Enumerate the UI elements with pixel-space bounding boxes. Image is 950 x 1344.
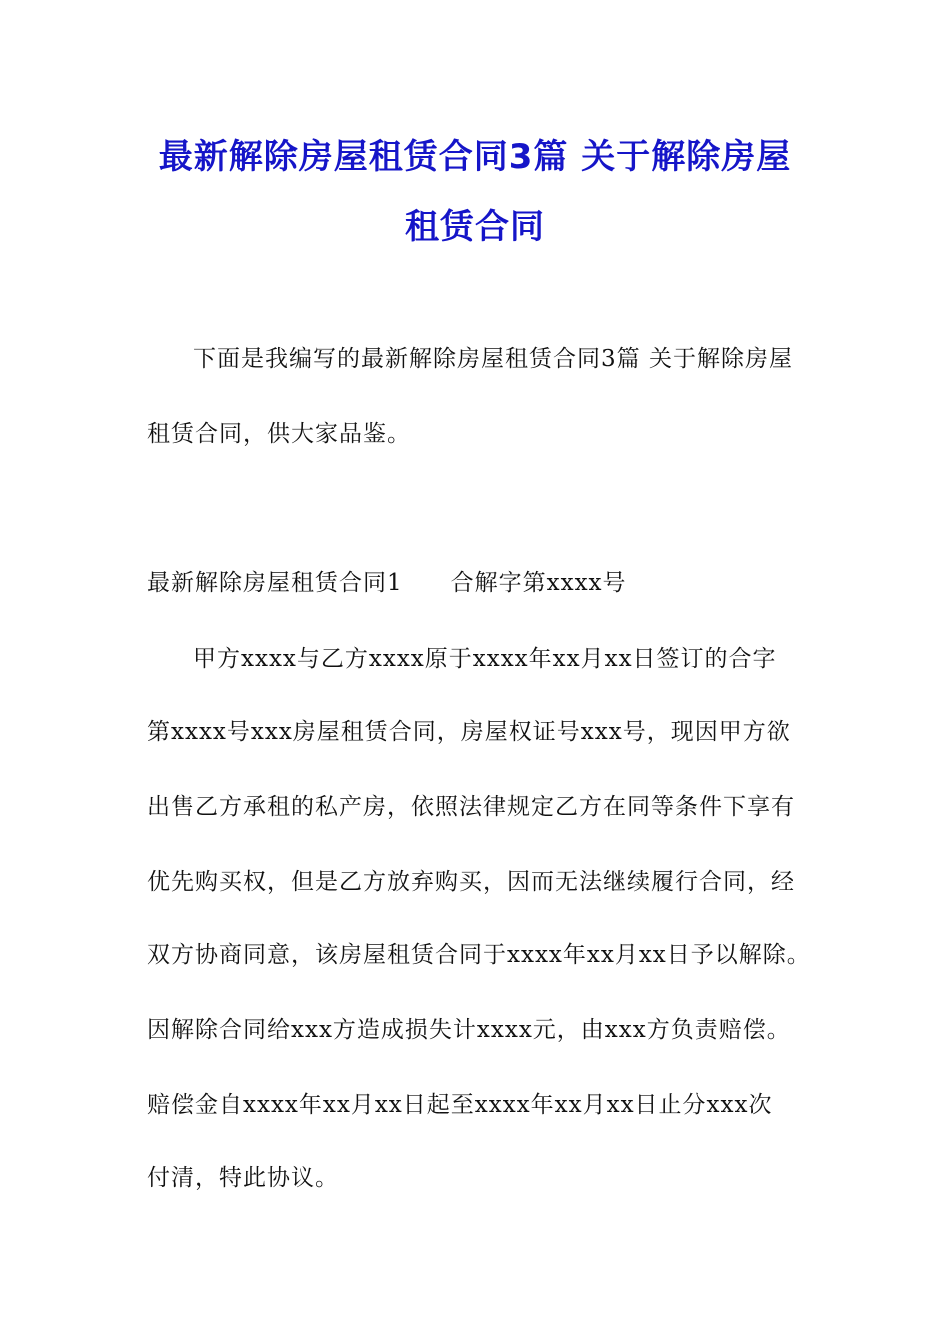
body-line-7: 赔偿金自xxxx年xx月xx日起至xxxx年xx月xx日止分xxx次 (147, 1092, 773, 1118)
intro-paragraph-line-2: 租赁合同，供大家品鉴。 (147, 421, 411, 447)
body-line-6: 因解除合同给xxx方造成损失计xxxx元，由xxx方负责赔偿。 (147, 1017, 791, 1043)
intro-paragraph-line-1: 下面是我编写的最新解除房屋租赁合同3篇 关于解除房屋 (193, 346, 793, 372)
section-heading-row (147, 567, 627, 599)
document-title-line-2: 租赁合同 (405, 207, 545, 247)
body-line-5: 双方协商同意，该房屋租赁合同于xxxx年xx月xx日予以解除。 (147, 942, 811, 968)
body-line-2: 第xxxx号xxx房屋租赁合同，房屋权证号xxx号，现因甲方欲 (147, 719, 791, 745)
body-line-4: 优先购买权，但是乙方放弃购买，因而无法继续履行合同，经 (147, 869, 795, 895)
document-title-line-1: 最新解除房屋租赁合同3篇 关于解除房屋 (158, 137, 792, 177)
section-number: 合解字第xxxx号 (450, 570, 627, 596)
section-heading: 最新解除房屋租赁合同1 (147, 570, 403, 596)
body-line-3: 出售乙方承租的私产房，依照法律规定乙方在同等条件下享有 (147, 794, 795, 820)
body-line-8: 付清，特此协议。 (147, 1165, 339, 1191)
body-line-1: 甲方xxxx与乙方xxxx原于xxxx年xx月xx日签订的合字 (193, 646, 777, 672)
